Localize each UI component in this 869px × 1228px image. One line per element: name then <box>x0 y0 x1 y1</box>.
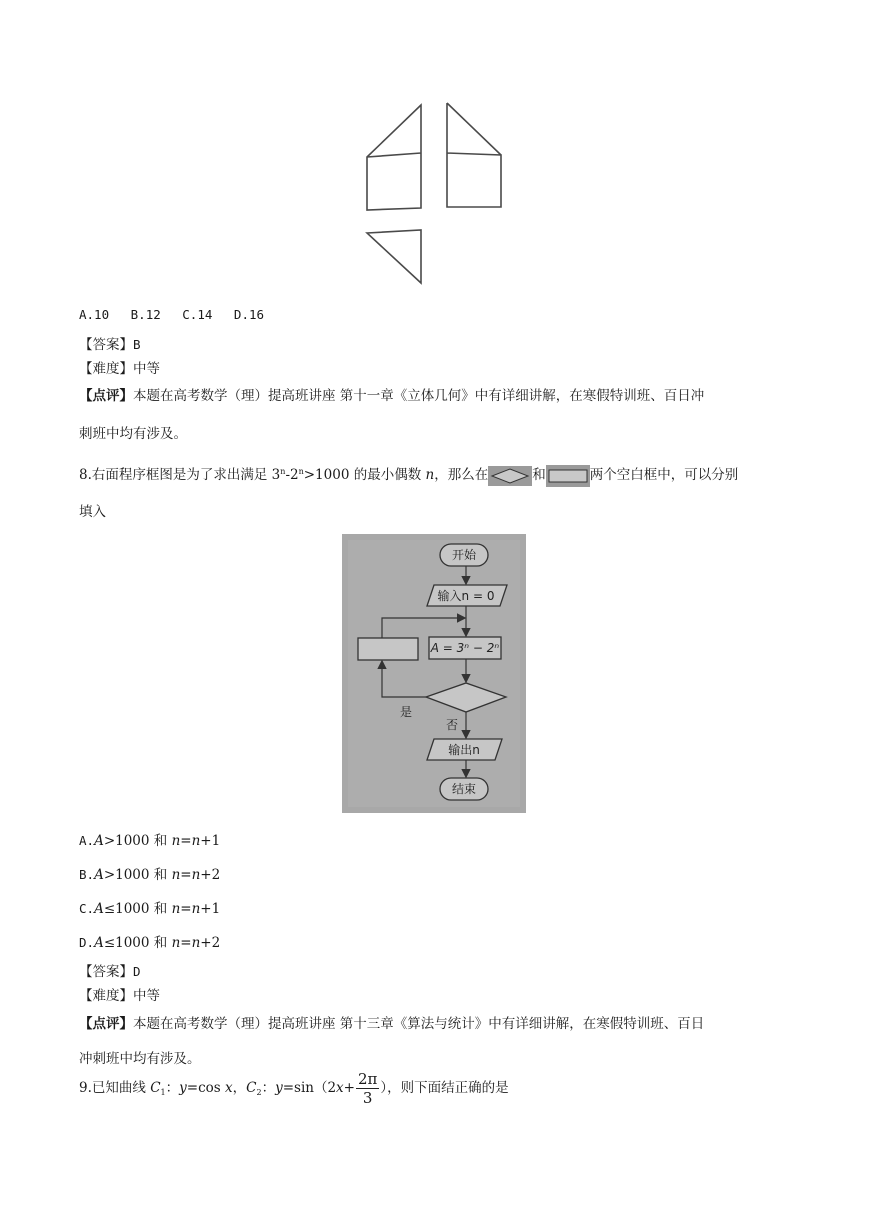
q8-option-c: C.A≤1000 和 n=n+1 <box>79 901 221 917</box>
q7-option-d: D.16 <box>233 307 265 322</box>
flowchart-yes-label: 是 <box>400 705 413 719</box>
q8-stem-line2: 填入 <box>79 504 106 520</box>
q8-answer-value: D <box>133 964 141 979</box>
q8-comment-line2: 冲刺班中均有涉及。 <box>79 1051 201 1067</box>
q8-stem: 8.右面程序框图是为了求出满足 $3^n-2^n>1000$ 的最小偶数 n，那么在 和 两个空白框中，可以分别 <box>79 463 738 487</box>
q7-comment-line2: 刺班中均有涉及。 <box>79 426 187 442</box>
q7-comment-line1: 【点评】本题在高考数学（理）提高班讲座 第十一章《立体几何》中有详细讲解，在寒假特训班、百日冲 <box>79 388 705 404</box>
top-view <box>367 230 421 283</box>
side-view <box>447 103 501 207</box>
q7-option-b: B.12 <box>130 307 161 322</box>
q9-fraction: $\frac{2\pi}{3}$ <box>357 1070 378 1107</box>
q8-option-b: B.A>1000 和 n=n+2 <box>79 867 221 883</box>
q7-difficulty-value: 中等 <box>133 361 160 377</box>
q7-option-a: A.10 <box>79 307 110 322</box>
q7-options <box>79 307 264 322</box>
q8-difficulty: 【难度】中等 <box>79 988 160 1004</box>
flowchart-process-label: A = 3ⁿ − 2ⁿ <box>430 641 500 655</box>
q8-option-d: D.A≤1000 和 n=n+2 <box>79 935 221 951</box>
q8-comment-line1: 【点评】本题在高考数学（理）提高班讲座 第十三章《算法与统计》中有详细讲解，在寒假特训班、百日 <box>79 1016 705 1032</box>
three-view-figure <box>355 95 515 290</box>
q8-answer: 【答案】D <box>79 964 141 980</box>
flowchart-start-label: 开始 <box>451 548 477 562</box>
rectangle-box-icon <box>546 465 590 487</box>
q7-answer: 【答案】B <box>79 337 141 353</box>
q7-option-c: C.14 <box>182 307 213 322</box>
diamond-box-icon <box>488 466 532 486</box>
q7-difficulty: 【难度】中等 <box>79 361 160 377</box>
q8-option-a: A.A>1000 和 n=n+1 <box>79 833 221 849</box>
flowchart-input-label: 输入n = 0 <box>437 589 495 603</box>
front-view <box>367 105 421 210</box>
q8-difficulty-value: 中等 <box>133 988 160 1004</box>
flowchart-output-label: 输出n <box>448 743 480 757</box>
flowchart-end-label: 结束 <box>451 782 477 796</box>
q9-stem: 9.已知曲线 $C_1$：y=cos x，$C_2$：y=sin（2x+ $\frac{2\pi}{3}$ ），则下面结正确的是 <box>79 1070 509 1107</box>
q7-answer-value: B <box>133 337 141 352</box>
flowchart-figure <box>342 534 526 813</box>
flowchart-blank-process <box>358 638 418 660</box>
flowchart-no-label: 否 <box>446 718 459 732</box>
